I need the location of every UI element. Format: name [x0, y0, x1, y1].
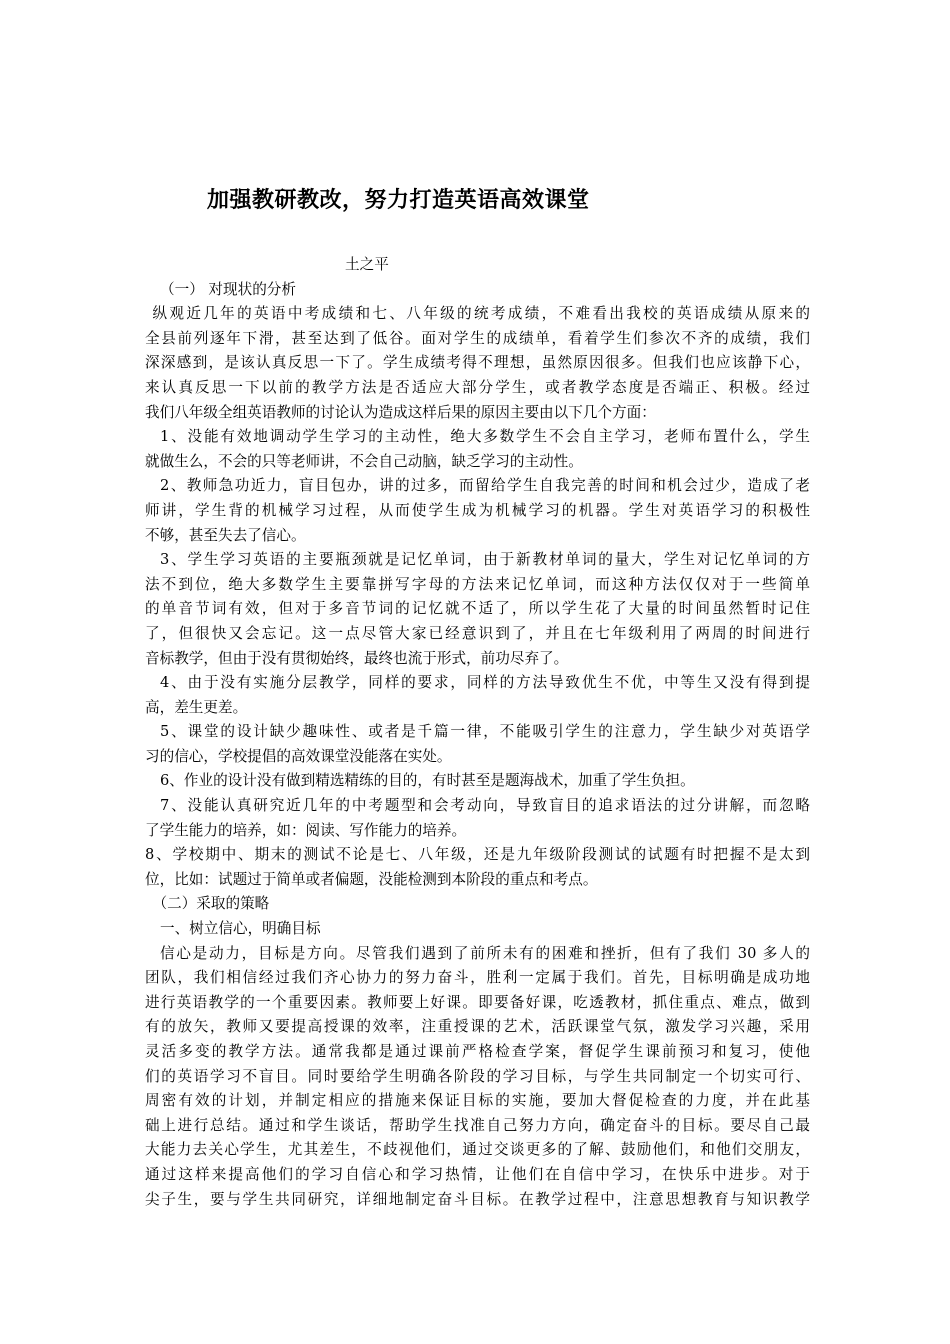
- document-title: 加强教研教改，努力打造英语高效课堂: [207, 187, 590, 213]
- body-line: 大能力去关心学生，尤其差生，不歧视他们，通过交谈更多的了解、鼓励他们，和他们交朋友，: [145, 1141, 810, 1159]
- body-line: 了学生能力的培养，如：阅读、写作能力的培养。: [145, 821, 467, 839]
- body-line: 尖子生，要与学生共同研究，详细地制定奋斗目标。在教学过程中，注意思想教育与知识教学: [145, 1190, 810, 1208]
- body-line: 周密有效的计划，并制定相应的措施来保证目标的实施，要加大督促检查的力度，并在此基: [145, 1092, 810, 1110]
- body-line: 一、树立信心，明确目标: [160, 920, 321, 938]
- body-line: 4、由于没有实施分层教学，同样的要求，同样的方法导致优生不优，中等生又没有得到提: [160, 674, 810, 692]
- body-line: 础上进行总结。通过和学生谈话，帮助学生找准自己努力方向，确定奋斗的目标。要尽自己最: [145, 1116, 810, 1134]
- body-line: 全县前列逐年下滑，甚至达到了低谷。面对学生的成绩单，看着学生们参次不齐的成绩，我们: [145, 329, 810, 347]
- body-line: 2、教师急功近力，盲目包办，讲的过多，而留给学生自我完善的时间和机会过少，造成了老: [160, 477, 810, 495]
- body-line: 习的信心，学校提倡的高效课堂没能落在实处。: [145, 747, 452, 765]
- body-line: 了，但很快又会忘记。这一点尽管大家已经意识到了，并且在七年级利用了两周的时间进行: [145, 624, 810, 642]
- body-line: 们的英语学习不盲目。同时要给学生明确各阶段的学习目标，与学生共同制定一个切实可行、: [145, 1067, 810, 1085]
- body-line: 信心是动力，目标是方向。尽管我们遇到了前所未有的困难和挫折，但有了我们 30 多人的: [160, 944, 810, 962]
- body-line: 8、学校期中、期末的测试不论是七、八年级，还是九年级阶段测试的试题有时把握不是太到: [145, 846, 810, 864]
- body-line: 法不到位，绝大多数学生主要靠拼写字母的方法来记忆单词，而这种方法仅仅对于一些简单: [145, 575, 810, 593]
- author-name: 土之平: [345, 256, 389, 273]
- body-line: 我们八年级全组英语教师的讨论认为造成这样后果的原因主要由以下几个方面：: [145, 403, 656, 421]
- body-line: 音标教学，但由于没有贯彻始终，最终也流于形式，前功尽弃了。: [145, 649, 569, 667]
- body-line: 3、学生学习英语的主要瓶颈就是记忆单词，由于新教材单词的量大，学生对记忆单词的方: [160, 551, 810, 569]
- body-line: 深深感到，是该认真反思一下了。学生成绩考得不理想，虽然原因很多。但我们也应该静下心，: [145, 354, 810, 372]
- body-line: 1、没能有效地调动学生学习的主动性，绝大多数学生不会自主学习，老师布置什么，学生: [160, 428, 810, 446]
- body-line: 团队，我们相信经过我们齐心协力的努力奋斗，胜利一定属于我们。首先，目标明确是成功地: [145, 969, 810, 987]
- body-line: （一） 对现状的分析: [160, 280, 296, 298]
- body-line: 6、作业的设计没有做到精选精练的目的，有时甚至是题海战术，加重了学生负担。: [160, 772, 695, 790]
- body-line: 进行英语教学的一个重要因素。教师要上好课。即要备好课，吃透教材，抓住重点、难点，做到: [145, 993, 810, 1011]
- body-line: 不够，甚至失去了信心。: [145, 526, 306, 544]
- body-line: 高，差生更差。: [145, 698, 248, 716]
- document-body: [145, 253, 810, 1212]
- body-line: 纵观近几年的英语中考成绩和七、八年级的统考成绩，不难看出我校的英语成绩从原来的: [152, 305, 810, 323]
- body-line: 通过这样来提高他们的学习自信心和学习热情，让他们在自信中学习，在快乐中进步。对于: [145, 1165, 810, 1183]
- body-line: （二）采取的策略: [152, 895, 270, 913]
- body-line: 有的放矢，教师又要提高授课的效率，注重授课的艺术，活跃课堂气氛，激发学习兴趣，采用: [145, 1018, 810, 1036]
- body-line: 位，比如：试题过于简单或者偏题，没能检测到本阶段的重点和考点。: [145, 870, 598, 888]
- body-line: 来认真反思一下以前的教学方法是否适应大部分学生，或者教学态度是否端正、积极。经过: [145, 378, 810, 396]
- body-line: 就做生么，不会的只等老师讲，不会自己动脑，缺乏学习的主动性。: [145, 452, 583, 470]
- body-line: 5、课堂的设计缺少趣味性、或者是千篇一律，不能吸引学生的注意力，学生缺少对英语学: [160, 723, 810, 741]
- body-line: 灵活多变的教学方法。通常我都是通过课前严格检查学案，督促学生课前预习和复习，使他: [145, 1043, 810, 1060]
- body-line: 7、没能认真研究近几年的中考题型和会考动向，导致盲目的追求语法的过分讲解，而忽略: [160, 797, 810, 815]
- body-line: 师讲，学生背的机械学习过程，从而使学生成为机械学习的机器。学生对英语学习的积极性: [145, 501, 810, 519]
- body-line: 的单音节词有效，但对于多音节词的记忆就不适了，所以学生花了大量的时间虽然暂时记住: [145, 600, 810, 618]
